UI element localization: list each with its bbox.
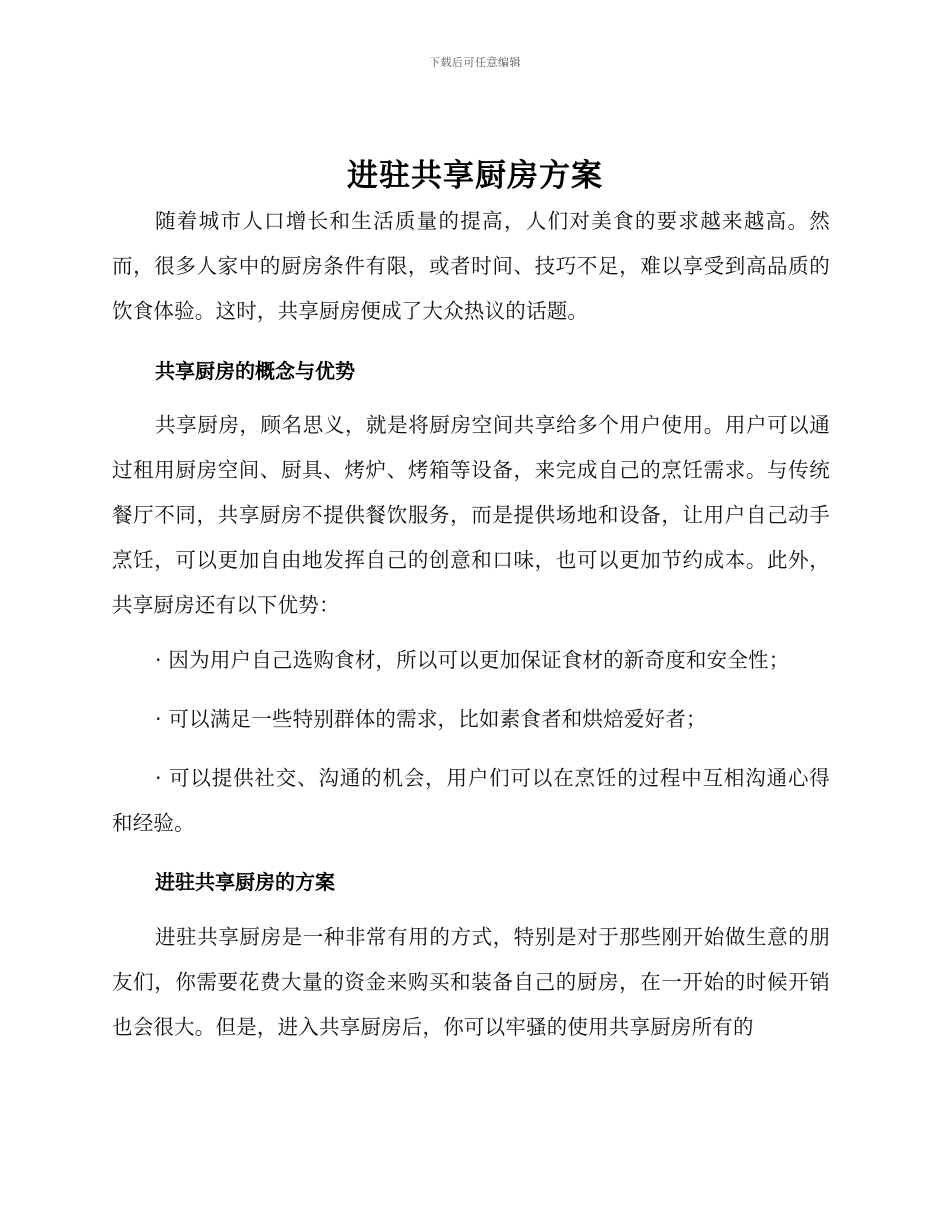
- header-note: 下载后可任意编辑: [429, 56, 521, 69]
- advantage-bullet: · 可以满足一些特别群体的需求，比如素食者和烘焙爱好者；: [155, 707, 707, 731]
- concept-paragraph: 共享厨房，顾名思义，就是将厨房空间共享给多个用户使用。用户可以通过租用厨房空间、厨具、烤炉、烤箱等设备，来完成自己的烹饪需求。与传统餐厅不同，共享厨房不提供餐饮服务，而是提供场地和设备，让用户自己动手烹饪，可以更加自由地发挥自己的创意和口味，也可以更加节约成本。此外，共享厨房还有以下优势：: [112, 413, 830, 617]
- section-heading-plan: 进驻共享厨房的方案: [155, 870, 335, 894]
- document-title: 进驻共享厨房方案: [347, 158, 603, 194]
- plan-paragraph: 进驻共享厨房是一种非常有用的方式，特别是对于那些刚开始做生意的朋友们，你需要花费大量的资金来购买和装备自己的厨房，在一开始的时候开销也会很大。但是，进入共享厨房后，你可以牢骚的使用共享厨房所有的: [112, 925, 830, 1039]
- intro-paragraph: 随着城市人口增长和生活质量的提高，人们对美食的要求越来越高。然而，很多人家中的厨房条件有限，或者时间、技巧不足，难以享受到高品质的饮食体验。这时，共享厨房便成了大众热议的话题。: [112, 209, 830, 323]
- section-heading-concept: 共享厨房的概念与优势: [155, 359, 355, 383]
- advantage-bullet: · 可以提供社交、沟通的机会，用户们可以在烹饪的过程中互相沟通心得和经验。: [112, 766, 830, 835]
- advantage-bullet: · 因为用户自己选购食材，所以可以更加保证食材的新奇度和安全性；: [155, 648, 790, 672]
